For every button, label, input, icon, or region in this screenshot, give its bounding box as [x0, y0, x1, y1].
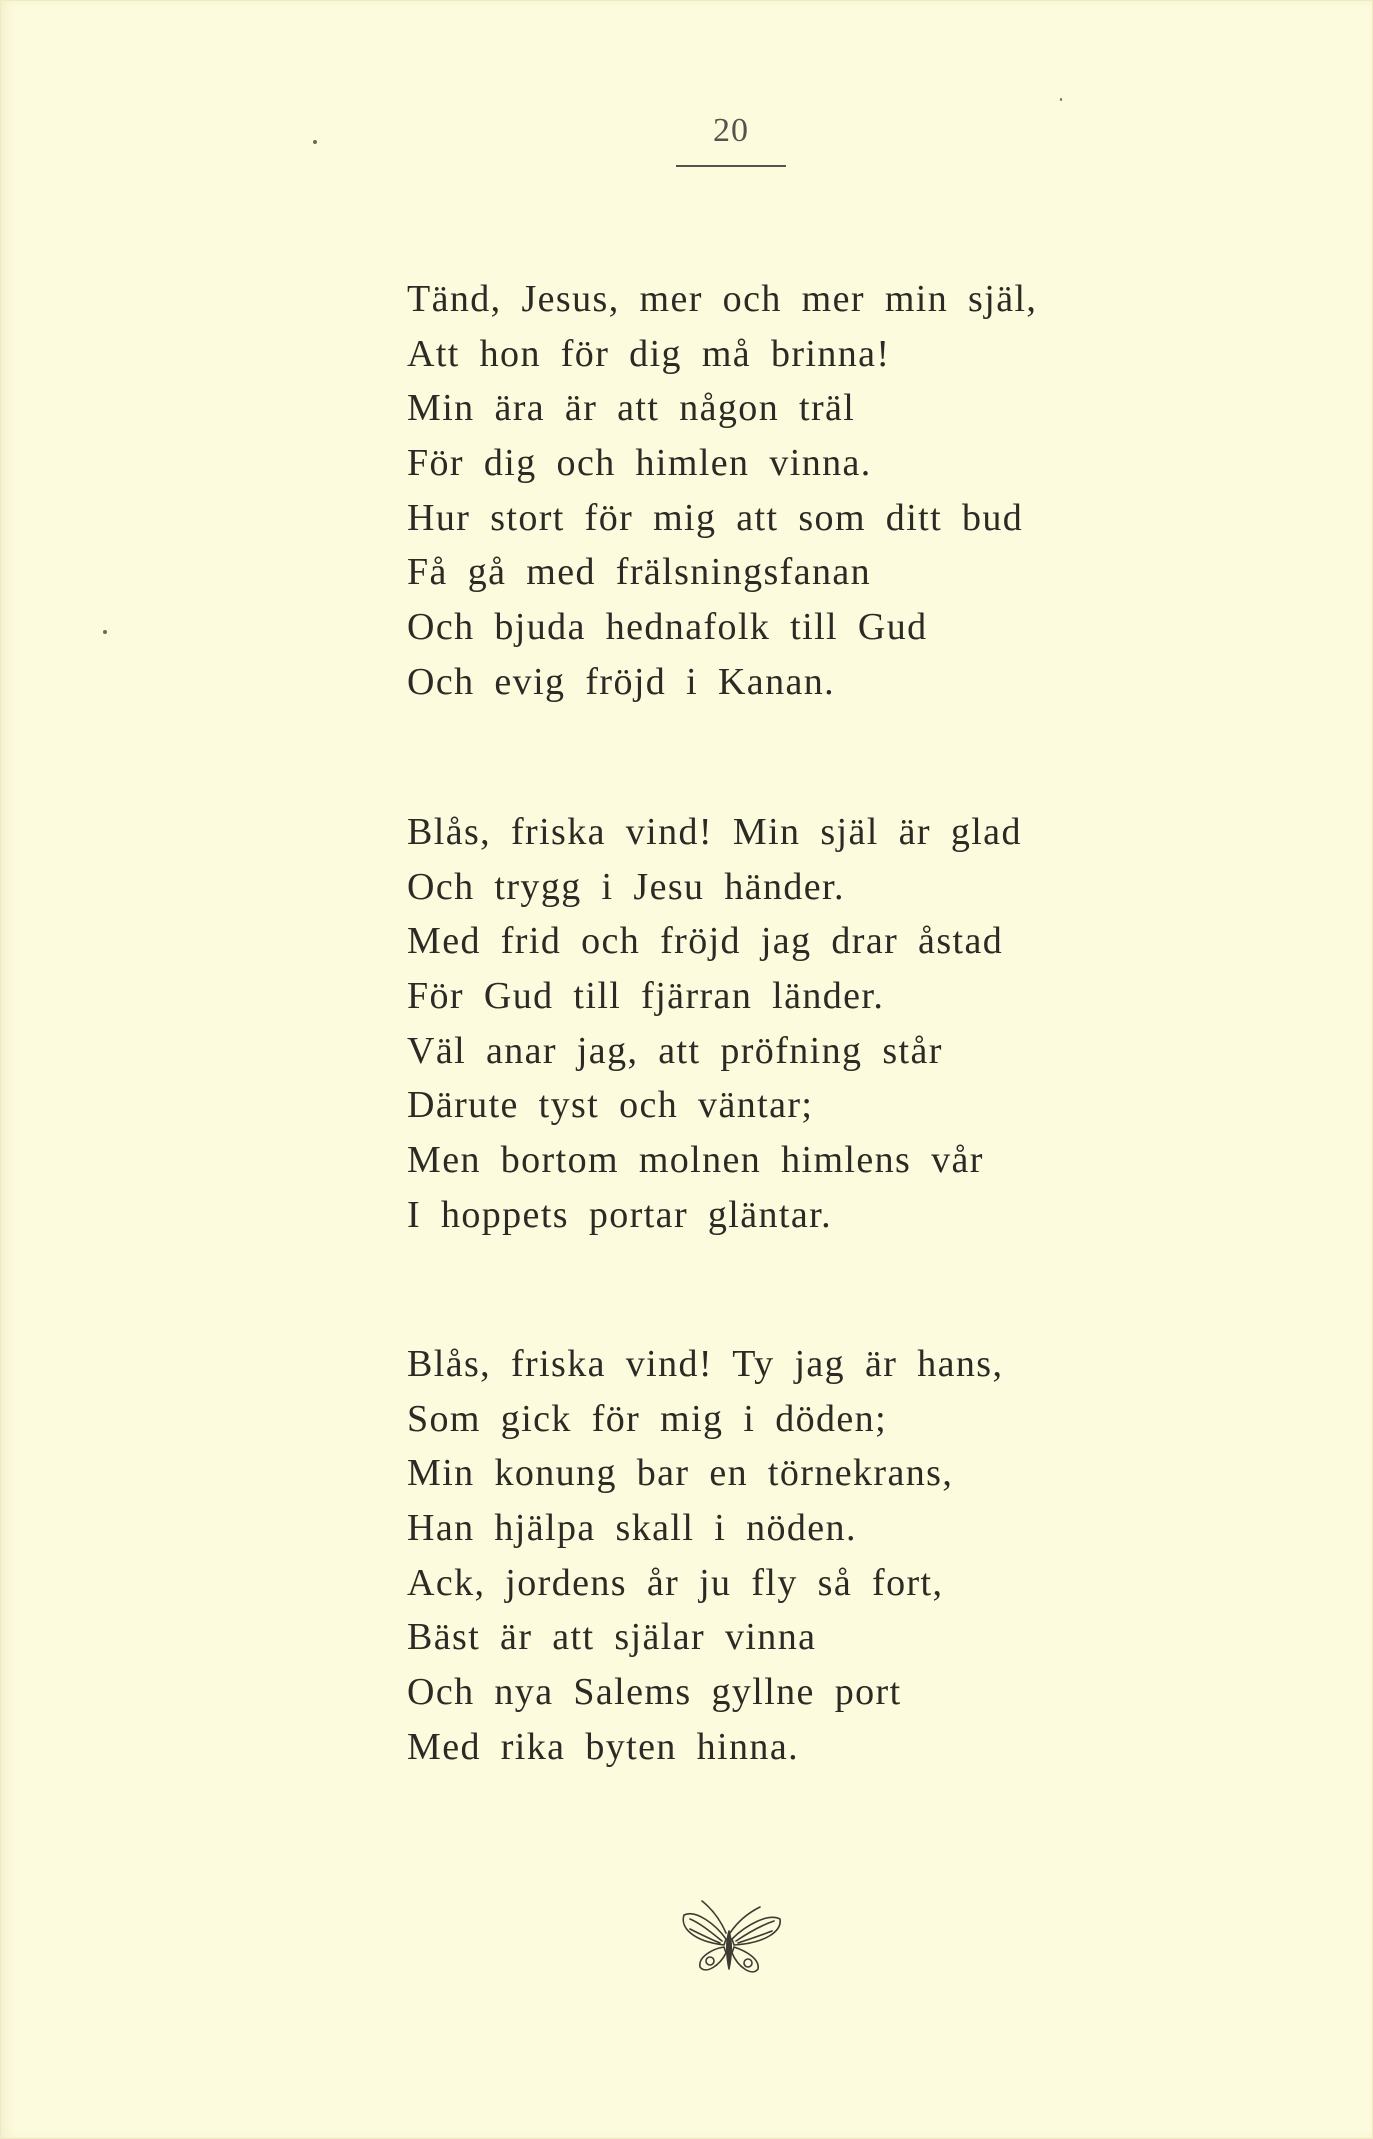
poem-line: Min konung bar en törnekrans, [407, 1452, 954, 1495]
poem-line: För Gud till fjärran länder. [407, 975, 885, 1018]
poem-line: Att hon för dig må brinna! [407, 332, 891, 375]
poem-line: Och nya Salems gyllne port [407, 1671, 902, 1714]
stanza-2 [407, 805, 1307, 1243]
poem-line: Hur stort för mig att som ditt bud [407, 496, 1024, 539]
poem-line: För dig och himlen vinna. [407, 442, 872, 485]
stanza-3 [407, 1337, 1307, 1775]
poem-line: Med rika byten hinna. [407, 1725, 799, 1768]
paper-speck [1060, 98, 1062, 101]
stanza-1 [407, 272, 1307, 710]
paper-speck [103, 630, 107, 634]
poem-line: Bäst är att själar vinna [407, 1616, 817, 1659]
poem-line: Han hjälpa skall i nöden. [407, 1507, 857, 1550]
poem-line: Och bjuda hednafolk till Gud [407, 606, 928, 649]
poem-line: I hoppets portar gläntar. [407, 1193, 833, 1236]
butterfly-icon [676, 1895, 786, 1980]
poem-line: Som gick för mig i döden; [407, 1397, 888, 1440]
poem-line: Min ära är att någon träl [407, 387, 856, 430]
poem-line: Och evig fröjd i Kanan. [407, 660, 836, 703]
page-number-rule [676, 165, 786, 167]
poem-line: Och trygg i Jesu händer. [407, 865, 845, 908]
poem-line: Därute tyst och väntar; [407, 1084, 814, 1127]
poem-line: Väl anar jag, att pröfning står [407, 1029, 943, 1072]
poem-line: Med frid och fröjd jag drar åstad [407, 920, 1004, 963]
page-number: 20 [713, 112, 749, 149]
poem-line: Tänd, Jesus, mer och mer min själ, [407, 278, 1038, 320]
poem-line: Få gå med frälsningsfanan [407, 551, 872, 594]
poem-line: Blås, friska vind! Ty jag är hans, [407, 1343, 1004, 1385]
poem-line: Ack, jordens år ju fly så fort, [407, 1561, 944, 1604]
poem-line: Men bortom molnen himlens vår [407, 1139, 984, 1182]
paper-speck [313, 140, 317, 144]
poem-line: Blås, friska vind! Min själ är glad [407, 811, 1022, 853]
